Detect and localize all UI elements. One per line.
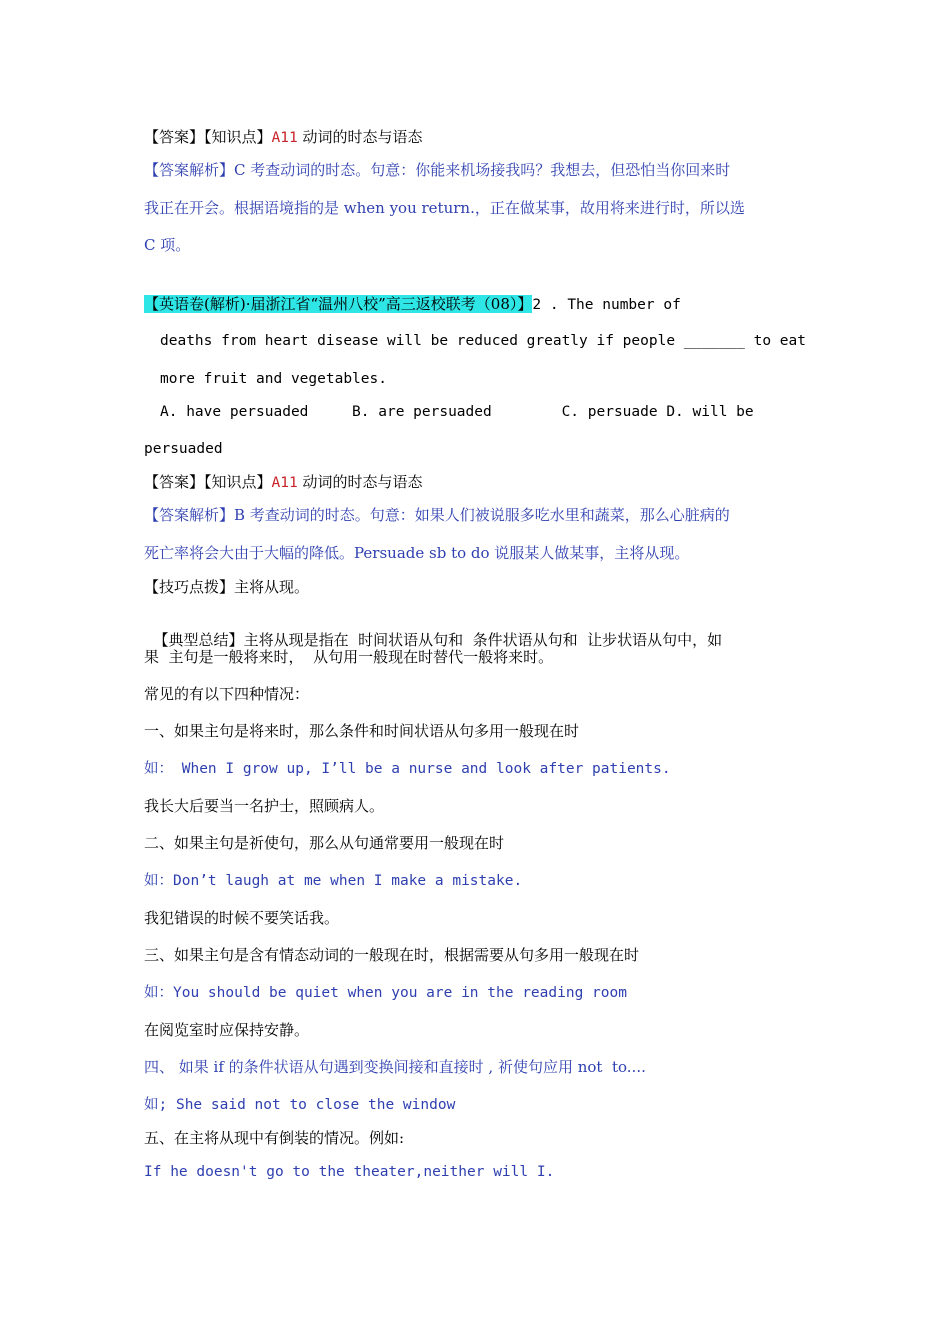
- case2-translation: 我犯错误的时候不要笑话我。: [144, 909, 340, 927]
- case3: 三、如果主句是含有情态动词的一般现在时，根据需要从句多用一般现在时: [144, 946, 640, 964]
- tip-tag: 【技巧点拨】: [144, 578, 235, 596]
- case2-example: 如：Don’t laugh at me when I make a mistake.: [144, 873, 523, 889]
- knowledge-tag: 【知识点】: [204, 473, 272, 491]
- q2-analysis-line2: 死亡率将会大由于大幅的降低。Persuade sb to do 说服某人做某事，主将从现。: [144, 544, 690, 562]
- case1-translation: 我长大后要当一名护士，照顾病人。: [144, 797, 385, 815]
- analysis-text: C 考查动词的时态。句意：你能来机场接我吗？我想去，但恐怕当你回来时: [234, 161, 731, 179]
- q2-stem-line1: [144, 294, 681, 315]
- q2-options-wrap: persuaded: [144, 441, 223, 457]
- summary-line1: [144, 610, 722, 650]
- knowledge-code: A11: [271, 475, 298, 491]
- q2-analysis-line1: [144, 505, 730, 525]
- case3-example: 如：You should be quiet when you are in the reading room: [144, 985, 627, 1001]
- source-highlight: 【英语卷(解析)·届浙江省“温州八校”高三返校联考（08）】: [144, 295, 533, 313]
- knowledge-code: A11: [271, 130, 298, 146]
- q2-answer-line: [144, 472, 423, 493]
- summary-tag: 【典型总结】: [153, 631, 244, 649]
- summary-line2: 果 主句是一般将来时， 从句用一般现在时替代一般将来时。: [144, 648, 554, 666]
- q1-answer-line: [144, 127, 423, 148]
- summary-text: 主将从现是指在 时间状语从句和 条件状语从句和 让步状语从句中，如: [243, 631, 723, 649]
- q1-analysis-line1: [144, 160, 730, 180]
- stem-start: 2 . The number of: [532, 297, 681, 313]
- analysis-tag: 【答案解析】: [144, 161, 235, 179]
- knowledge-tag: 【知识点】: [204, 128, 272, 146]
- knowledge-text: 动词的时态与语态: [297, 128, 423, 146]
- analysis-tag: 【答案解析】: [144, 506, 235, 524]
- case1-example: 如： When I grow up, I’ll be a nurse and look after patients.: [144, 761, 671, 777]
- case4-example: 如; She said not to close the window: [144, 1097, 456, 1113]
- analysis-text: B 考查动词的时态。句意：如果人们被说服多吃水里和蔬菜，那么心脏病的: [234, 506, 730, 524]
- tip-line: [144, 577, 309, 597]
- case3-translation: 在阅览室时应保持安静。: [144, 1021, 310, 1039]
- case1: 一、如果主句是将来时，那么条件和时间状语从句多用一般现在时: [144, 722, 580, 740]
- tip-text: 主将从现。: [234, 578, 310, 596]
- case5: 五、在主将从现中有倒装的情况。例如:: [144, 1129, 405, 1147]
- q2-stem-line3: more fruit and vegetables.: [160, 371, 387, 387]
- case5-example: If he doesn't go to the theater,neither will I.: [144, 1164, 555, 1180]
- answer-tag: 【答案】: [144, 473, 205, 491]
- q1-analysis-line2: 我正在开会。根据语境指的是 when you return.，正在做某事，故用将来进行时，所以选: [144, 199, 745, 217]
- cases-intro: 常见的有以下四种情况：: [144, 685, 310, 703]
- q2-options: A. have persuaded B. are persuaded C. persuade D. will be: [160, 404, 754, 420]
- q1-analysis-line3: C 项。: [144, 236, 191, 254]
- case4: 四、 如果 if 的条件状语从句遇到变换间接和直接时 , 祈使句应用 not to....: [144, 1058, 646, 1076]
- knowledge-text: 动词的时态与语态: [297, 473, 423, 491]
- case2: 二、如果主句是祈使句，那么从句通常要用一般现在时: [144, 834, 505, 852]
- answer-tag: 【答案】: [144, 128, 205, 146]
- q2-stem-line2: deaths from heart disease will be reduced greatly if people _______ to eat: [160, 333, 807, 349]
